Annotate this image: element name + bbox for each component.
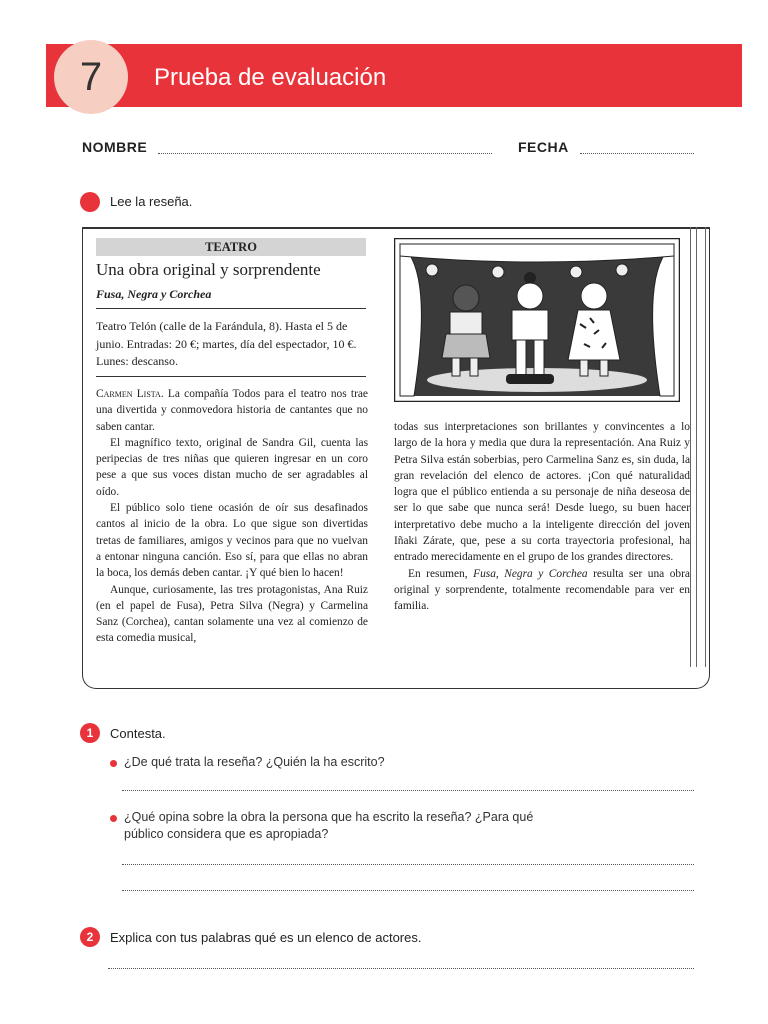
header-banner [46, 44, 742, 107]
question-2-line: ¿Qué opina sobre la obra la persona que ha escrito la reseña? ¿Para qué [124, 810, 534, 824]
date-label: FECHA [518, 139, 569, 155]
bullet-icon [110, 815, 117, 822]
paragraph: Aunque, curiosamente, las tres protagonistas, Ana Ruiz (en el papel de Fusa), Petra Silva (Negra) y Carmelina Sanz (Corchea), cantan solamente una vez al comienzo de esta comedia musical, [96, 583, 368, 645]
activity-1-instruction: Contesta. [110, 726, 166, 741]
answer-line[interactable] [122, 790, 694, 791]
review-column-right [394, 419, 690, 615]
section-label: TEATRO [96, 238, 366, 256]
theater-info: Teatro Telón (calle de la Farándula, 8). Hasta el 5 de junio. Entradas: 20 €; martes, día del espectador, 10 €. Lunes: descanso. [96, 319, 357, 368]
review-column-left [96, 386, 368, 647]
paragraph: . La compañía Todos para el teatro nos trae una divertida y conmovedora historia de cantantes que no saben cantar. [96, 388, 368, 433]
divider [96, 376, 366, 377]
page-curl-decoration [690, 227, 710, 667]
question-2-line: público considera que es apropiada? [124, 827, 329, 841]
name-label: NOMBRE [82, 139, 148, 155]
answer-line[interactable] [122, 864, 694, 865]
review-title: Una obra original y sorprendente [96, 260, 321, 279]
divider [96, 308, 366, 309]
question-2 [124, 809, 533, 843]
stage-illustration [394, 238, 680, 402]
unit-number-badge: 7 [54, 40, 128, 114]
activity-2-number: 2 [80, 927, 100, 947]
question-1: ¿De qué trata la reseña? ¿Quién la ha escrito? [124, 755, 385, 769]
name-field[interactable] [158, 153, 492, 154]
paragraph: todas sus interpretaciones son brillantes y convincentes a lo largo de la hora y media que dura la representación. Ana Ruiz y Petra Silva están soberbias, pero Carmelina Sanz es, sin duda, la gran revelación del elenco de actores. ¡Con qué naturalidad logra que el público entienda a su personaje de niña deseosa de ser lo que sabe que nunca será! Desde luego, su buen hacer interpretativo debe mucho a la inteligente dirección del joven Iñaki Zárate, que, pese a su corta trayectoria profesional, ha entrado merecidamente en el grupo de los grandes directores. [394, 421, 690, 564]
date-field[interactable] [580, 153, 694, 154]
paragraph: El público solo tiene ocasión de oír sus desafinados cantos al inicio de la obra. Lo que sigue son divertidas tretas de familiares, amigos y vecinos para que no vuelvan a entonar ninguna canción. Eso sí, para que ellas no abran la boca, los demás deben cantar. ¡Y qué bien lo hacen! [96, 502, 368, 580]
bullet-icon [110, 760, 117, 767]
answer-line[interactable] [122, 890, 694, 891]
activity-2-instruction: Explica con tus palabras qué es un elenco de actores. [110, 930, 422, 945]
paragraph: El magnífico texto, original de Sandra Gil, cuenta las peripecias de tres niñas que quieren ingresar en un coro pese a que sus voces distan mucho de ser agradables al oído. [96, 436, 368, 498]
review-subtitle: Fusa, Negra y Corchea [96, 287, 212, 301]
review-author: Carmen Lista [96, 388, 161, 400]
page-title: Prueba de evaluación [154, 64, 387, 91]
instruction-marker-icon [80, 192, 100, 212]
paragraph: En resumen, Fusa, Negra y Corchea resulta ser una obra original y sorprendente, totalmente recomendable para ver en familia. [394, 567, 690, 613]
activity-1-number: 1 [80, 723, 100, 743]
answer-line[interactable] [108, 968, 694, 969]
read-instruction: Lee la reseña. [110, 194, 193, 209]
